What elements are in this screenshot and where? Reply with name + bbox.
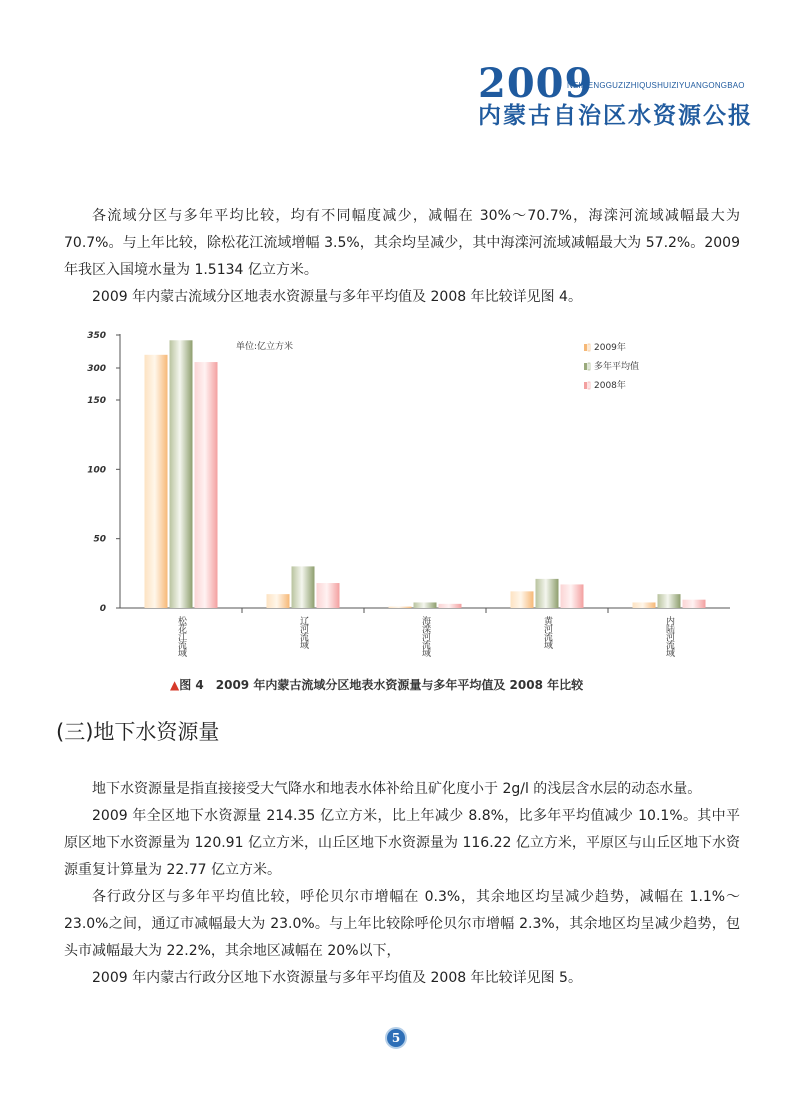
surface-water-chart [64,322,744,667]
bar-2008年-黄河流域 [561,584,584,608]
report-header [478,60,778,130]
paragraph: 2009 年全区地下水资源量 214.35 亿立方米，比上年减少 8.8%，比多年平均值减少 10.1%。其中平原区地下水资源量为 120.91 亿立方米，山丘区地下水资源量为 116.22 亿立方米，平原区与山丘区地下水资源重复计算量为 22.77 亿立方米。 [64,808,740,878]
y-tick-label: 50 [93,534,106,545]
figure-caption [170,676,640,693]
bar-2008年-海滦河流域 [439,604,462,608]
legend-swatch [584,344,587,351]
paragraph: 各行政分区与多年平均值比较，呼伦贝尔市增幅在 0.3%，其余地区均呈减少趋势，减幅在 1.1%～23.0%之间，通辽市减幅最大为 23.0%。与上年比较除呼伦贝尔市增幅 2.3%，其余地区均呈减少趋势，包头市减幅最大为 22.2%，其余地区减幅在 20%以下， [64,889,740,959]
paragraph: 各流域分区与多年平均比较，均有不同幅度减少，减幅在 30%～70.7%，海滦河流域减幅最大为 70.7%。与上年比较，除松花江流域增幅 3.5%，其余均呈减少，其中海滦河流域减幅最大为 57.2%。2009 年我区入国境水量为 1.5134 亿立方米。 [64,208,740,278]
y-tick-label: 300 [87,364,106,374]
bar-2009年-内陆河流域 [633,602,656,608]
header-pinyin: NEIMENGGUZIZHIQUSHUIZIYUANGONGBAO [567,81,745,90]
section-title: (三)地下水资源量 [56,720,220,744]
category-label: 海滦河流域 [420,616,430,656]
caption-marker: ▲ [170,678,180,692]
category-label: 辽河流域 [298,616,308,648]
header-title: 内蒙古自治区水资源公报 [478,102,753,129]
bar-多年平均值-黄河流域 [536,579,559,608]
category-label: 内陆河流域 [664,616,674,656]
bar-2009年-辽河流域 [267,594,290,608]
unit-label: 单位:亿立方米 [236,342,294,352]
legend-swatch [584,363,587,370]
intro-text [64,203,740,311]
legend-swatch [584,382,587,389]
y-tick-label: 350 [87,331,106,341]
chart-svg [64,322,744,667]
legend-label: 多年平均值 [594,362,640,372]
legend-label: 2009年 [594,343,626,353]
bar-2008年-内陆河流域 [683,600,706,608]
category-label: 黄河流域 [542,616,552,648]
paragraph: 2009 年内蒙古行政分区地下水资源量与多年平均值及 2008 年比较详见图 5。 [92,970,582,986]
category-label: 松花江流域 [176,616,186,656]
paragraph: 地下水资源量是指直接接受大气降水和地表水体补给且矿化度小于 2g/l 的浅层含水层的动态水量。 [92,781,702,797]
bar-2008年-松花江流域 [195,362,218,608]
bar-2009年-黄河流域 [511,591,534,608]
bar-多年平均值-辽河流域 [292,566,315,608]
chart-legend [584,341,639,391]
groundwater-text [64,776,740,992]
page-number: 5 [385,1027,407,1049]
bar-2009年-海滦河流域 [389,607,412,608]
caption-text: 图 4 2009 年内蒙古流域分区地表水资源量与多年平均值及 2008 年比较 [179,678,584,692]
legend-swatch-edge [588,344,590,351]
y-tick-label: 150 [87,396,106,406]
legend-label: 2008年 [594,381,626,391]
bar-多年平均值-海滦河流域 [414,602,437,608]
y-tick-label: 100 [87,465,106,476]
bar-多年平均值-松花江流域 [170,340,193,608]
legend-swatch-edge [588,363,590,370]
bar-多年平均值-内陆河流域 [658,594,681,608]
paragraph: 2009 年内蒙古流域分区地表水资源量与多年平均值及 2008 年比较详见图 4。 [92,289,582,305]
bar-2009年-松花江流域 [145,355,168,608]
header-year: 2009 [478,60,594,107]
bar-2008年-辽河流域 [317,583,340,608]
legend-swatch-edge [588,382,590,389]
y-tick-label: 0 [99,604,106,614]
